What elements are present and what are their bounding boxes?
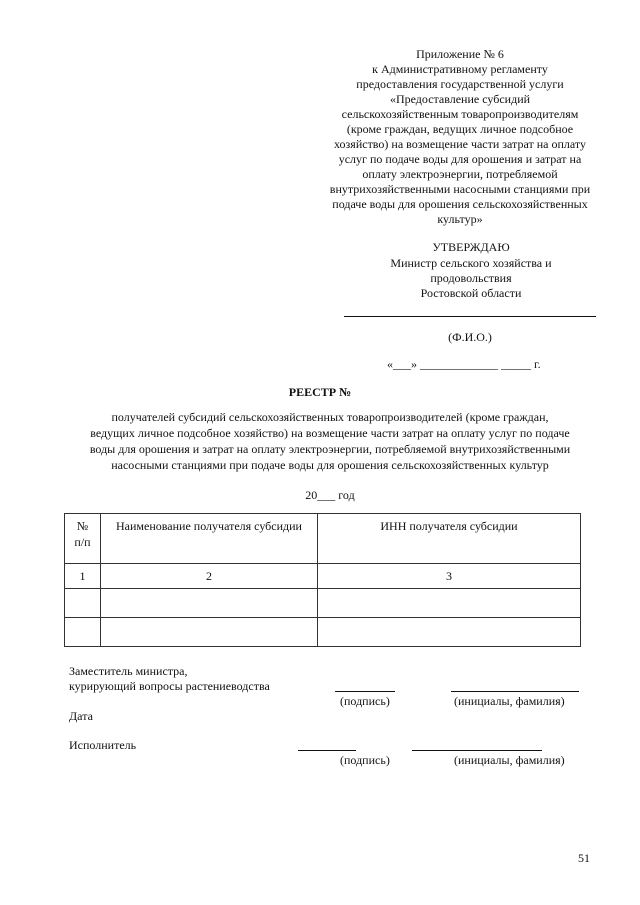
table-cell	[65, 589, 101, 618]
deputy-initials-line	[451, 691, 579, 692]
column-number-2: 2	[101, 564, 318, 589]
document-title: РЕЕСТР №	[288, 385, 352, 399]
appendix-block	[300, 47, 620, 227]
executor-initials-caption: (инициалы, фамилия)	[454, 753, 565, 767]
deputy-title-line2: курирующий вопросы растениеводства	[69, 679, 270, 693]
table-header-row	[65, 514, 581, 564]
approval-block	[356, 240, 586, 301]
table-cell	[101, 618, 318, 647]
description-line: насосными станциями при подаче воды для орошения сельскохозяйственных культур	[111, 458, 549, 472]
column-number-1: 1	[65, 564, 101, 589]
description-line: получателей субсидий сельскохозяйственных товаропроизводителей (кроме граждан,	[111, 410, 549, 424]
description-line: воды для орошения и затрат на оплату электроэнергии, потребляемой внутрихозяйственными	[89, 442, 571, 456]
appendix-line: Приложение № 6	[416, 47, 504, 61]
deputy-initials-caption: (инициалы, фамилия)	[454, 694, 565, 708]
page-number: 51	[578, 851, 590, 865]
description-line: ведущих личное подсобное хозяйство) на возмещение части затрат на оплату услуг по подаче	[90, 426, 570, 440]
appendix-line: культур»	[437, 212, 483, 226]
table-row	[65, 618, 581, 647]
appendix-line: «Предоставление субсидий	[389, 92, 531, 106]
deputy-title-line1: Заместитель министра,	[69, 664, 188, 678]
registry-table	[64, 513, 581, 647]
appendix-line: хозяйство) на возмещение части затрат на оплату	[334, 137, 586, 151]
approval-line: Ростовской области	[420, 286, 522, 300]
appendix-line: оплату электроэнергии, потребляемой	[362, 167, 558, 181]
document-description	[60, 409, 600, 473]
approval-heading: УТВЕРЖДАЮ	[432, 240, 510, 254]
approval-fio: (Ф.И.О.)	[448, 330, 492, 344]
executor-initials-line	[412, 750, 542, 751]
table-cell	[318, 618, 581, 647]
approval-line: Министр сельского хозяйства и	[390, 256, 552, 270]
appendix-line: предоставления государственной услуги	[356, 77, 564, 91]
table-number-row	[65, 564, 581, 589]
appendix-line: сельскохозяйственным товаропроизводителям	[341, 107, 579, 121]
table-cell	[318, 589, 581, 618]
appendix-line: подаче воды для орошения сельскохозяйственных	[332, 197, 588, 211]
executor-signature-line	[298, 750, 356, 751]
approval-signature-line	[344, 316, 596, 317]
header-number: № п/п	[65, 514, 101, 564]
column-number-3: 3	[318, 564, 581, 589]
approval-date: «___» _____________ _____ г.	[387, 357, 541, 371]
document-year: 20___ год	[305, 488, 355, 502]
table-cell	[65, 618, 101, 647]
appendix-line: к Административному регламенту	[372, 62, 548, 76]
header-recipient-name: Наименование получателя субсидии	[101, 514, 318, 564]
executor-label: Исполнитель	[69, 738, 137, 752]
appendix-line: внутрихозяйственными насосными станциями при	[329, 182, 591, 196]
appendix-line: услуг по подаче воды для орошения и затрат на	[338, 152, 582, 166]
table-row	[65, 589, 581, 618]
approval-line: продовольствия	[430, 271, 512, 285]
executor-signature-caption: (подпись)	[340, 753, 390, 767]
date-label: Дата	[69, 709, 93, 723]
appendix-line: (кроме граждан, ведущих личное подсобное	[346, 122, 574, 136]
deputy-signature-caption: (подпись)	[340, 694, 390, 708]
header-inn: ИНН получателя субсидии	[318, 514, 581, 564]
deputy-signature-block	[69, 664, 270, 694]
table-cell	[101, 589, 318, 618]
deputy-signature-line	[335, 691, 395, 692]
